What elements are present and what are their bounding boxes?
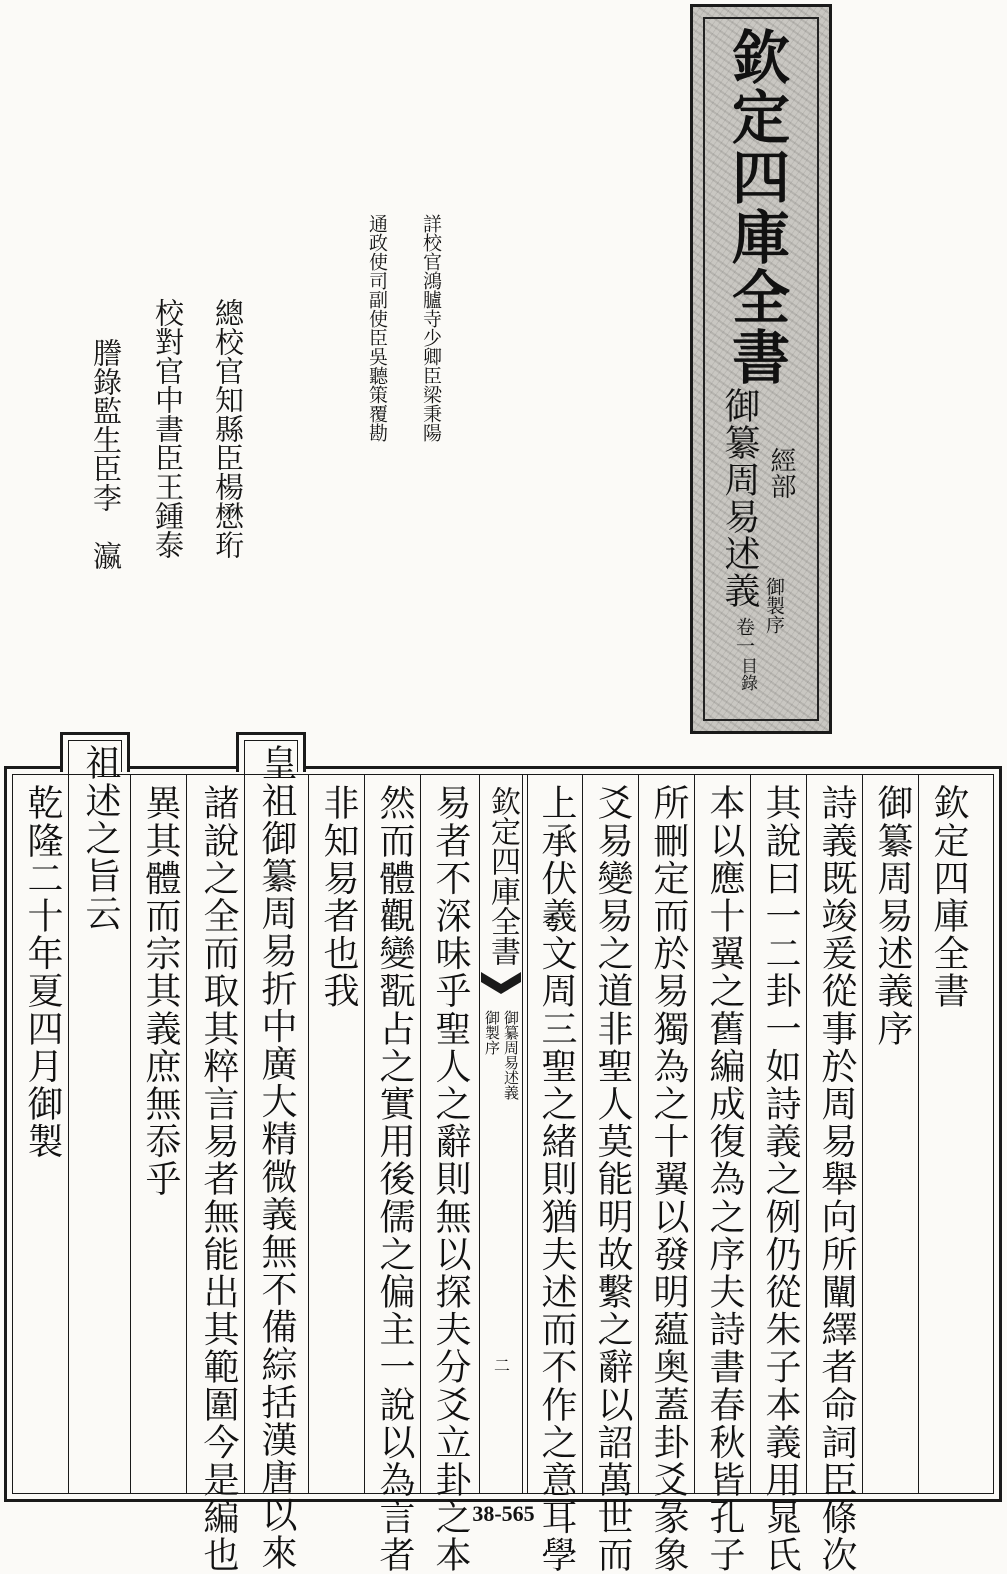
column-rule <box>527 775 528 1493</box>
text-column-15: 祖述之旨云 <box>80 744 121 932</box>
credit-copyist: 謄錄監生臣李 瀛 <box>89 338 123 570</box>
text-column-6: 所刪定而於易獨為之十翼以發明藴奥蓋卦爻彖象 <box>648 784 689 1574</box>
column-rule <box>862 775 863 1493</box>
text-column-7: 爻易變易之道非聖人莫能明故繫之辭以詔萬世而 <box>592 784 633 1574</box>
cover-section: 經部 <box>766 447 796 499</box>
text-column-14: 異其體而宗其義庶無忝乎 <box>140 784 181 1198</box>
text-column-12: 皇祖御纂周易折中廣大精微義無不備綜括漢唐以來 <box>256 744 297 1572</box>
credit-proofreader-detail: 詳校官鴻臚寺少卿臣梁秉陽 <box>420 214 442 442</box>
column-rule <box>420 775 421 1493</box>
column-rule <box>364 775 365 1493</box>
cover-subtitle: 御纂周易述義 <box>719 387 760 609</box>
column-rule <box>750 775 751 1493</box>
leaf-number: 二 <box>493 1356 510 1375</box>
text-column-16: 乾隆二十年夏四月御製 <box>22 784 63 1160</box>
credit-collator: 校對官中書臣王鍾泰 <box>151 298 185 559</box>
page-number: 38-565 <box>472 1501 535 1526</box>
cover-note-contents: 目錄 <box>737 657 757 691</box>
column-rule <box>694 775 695 1493</box>
column-rule <box>918 775 919 1493</box>
credit-reviewer: 通政使司副使臣吳聽策覆勘 <box>366 214 388 442</box>
column-rule <box>806 775 807 1493</box>
text-column-8: 上承伏羲文周三聖之緒則猶夫述而不作之意耳學 <box>536 784 577 1574</box>
column-rule <box>582 775 583 1493</box>
column-rule <box>186 775 187 1493</box>
text-column-4: 其說曰一二卦一如詩義之例仍從朱子本義用晁氏 <box>760 784 801 1574</box>
cover-title: 欽定四庫全書 <box>722 27 790 387</box>
credit-chief-collator: 總校官知縣臣楊懋珩 <box>211 298 245 559</box>
text-column-13: 諸說之全而取其粹言易者無能出其範圍今是編也 <box>198 784 239 1574</box>
text-column-9: 易者不深味乎聖人之辭則無以探夫分爻立卦之本 <box>430 784 471 1574</box>
fishtail-mark <box>481 968 521 1008</box>
text-column-1: 欽定四庫全書 <box>928 784 969 1010</box>
column-rule <box>244 740 245 1493</box>
text-column-10: 然而體觀變翫占之實用後儒之偏主一說以為言者 <box>374 784 415 1574</box>
text-column-2: 御纂周易述義序 <box>872 784 913 1048</box>
column-rule <box>130 775 131 1493</box>
center-book-title: 欽定四庫全書 <box>485 786 520 966</box>
text-column-3: 詩義既竣爰從事於周易舉向所闡繹者命詞臣條次 <box>816 784 857 1574</box>
center-sub-note: 御製序 <box>483 1010 501 1055</box>
column-rule <box>638 775 639 1493</box>
column-rule <box>308 775 309 1493</box>
cover-label <box>690 4 832 734</box>
text-column-11: 非知易者也我 <box>318 784 359 1010</box>
column-rule <box>68 740 69 1493</box>
center-sub-title: 御纂周易述義 <box>502 1010 520 1100</box>
text-column-5: 本以應十翼之舊編成復為之序夫詩書春秋皆孔子 <box>704 784 745 1574</box>
cover-note-preface: 御製序 <box>763 577 785 634</box>
cover-note-volume-text: 卷一 <box>733 617 755 655</box>
